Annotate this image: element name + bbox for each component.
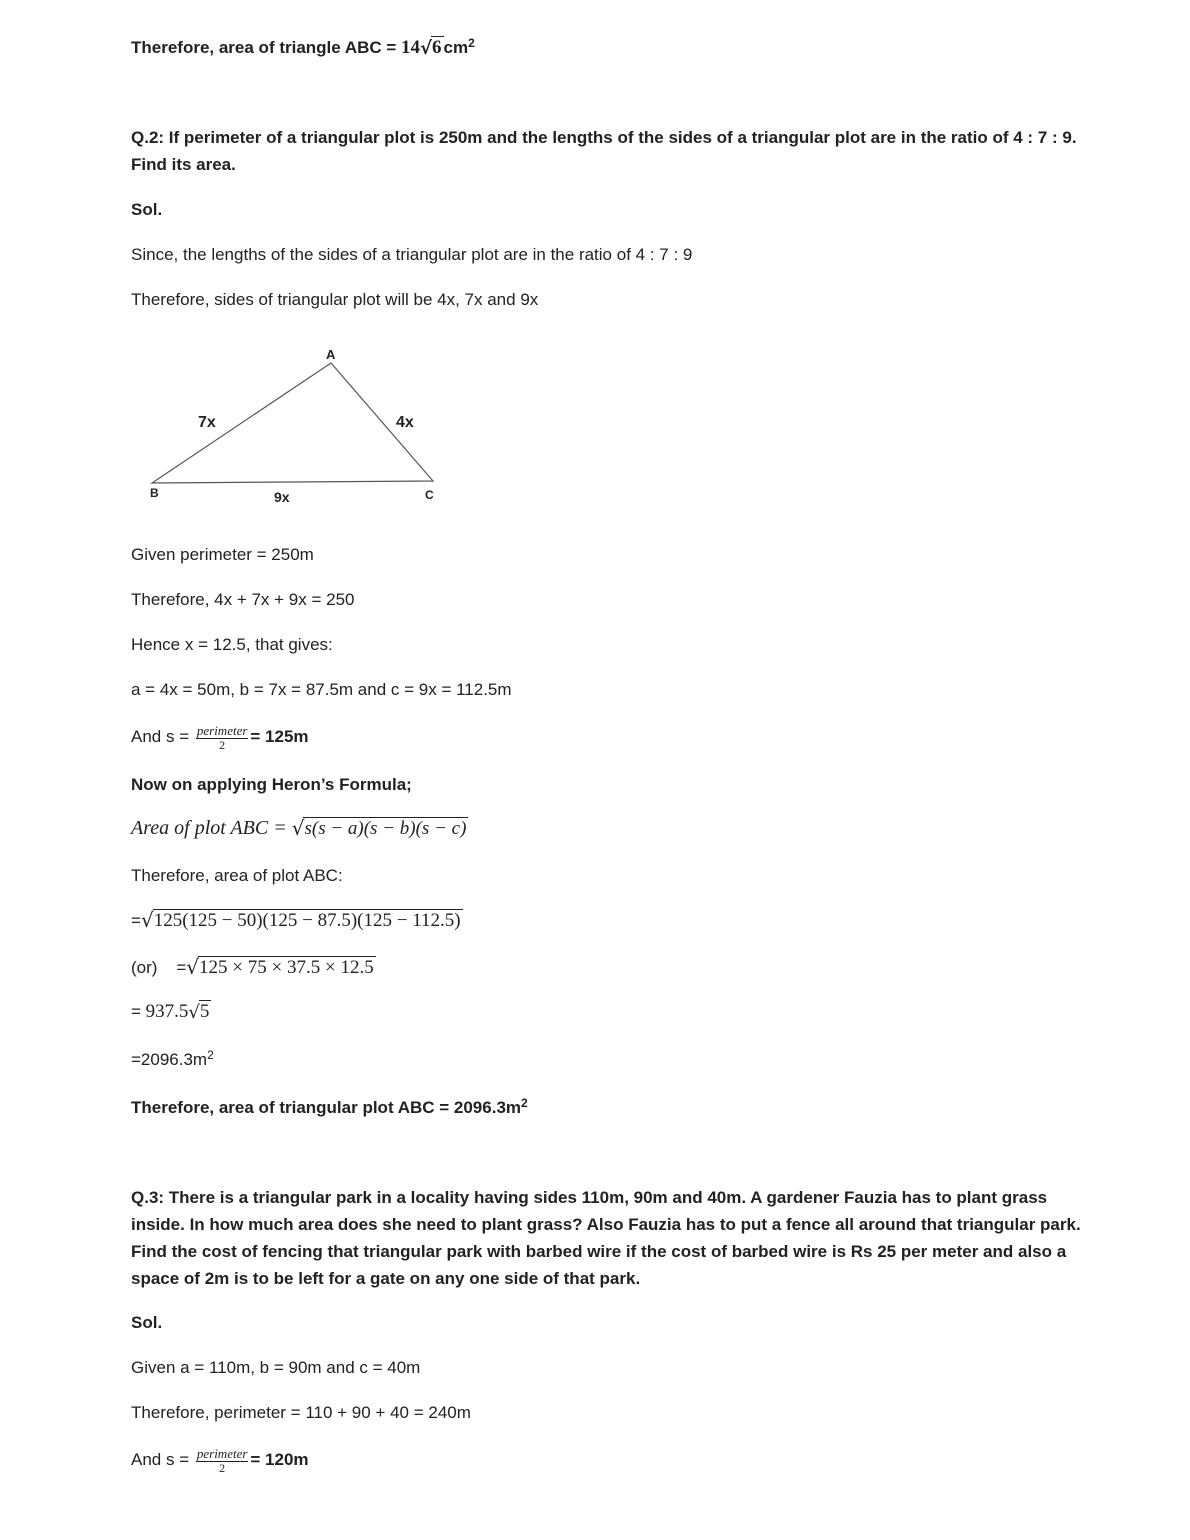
q2-final-answer: Therefore, area of triangular plot ABC = $2096.3m^2$: [131, 1096, 528, 1117]
side-ac-label: 4x: [396, 414, 414, 431]
q2-semi-perimeter: And s = $\frac{\text{perimeter}}{2}$ = 125m: [131, 722, 309, 752]
q2-step1: =√125(125 − 50)(125 − 87.5)(125 − 112.5): [131, 908, 461, 932]
sqrt-symbol: √: [186, 955, 200, 979]
fraction: $\frac{\text{perimeter}}{2}$: [196, 1445, 248, 1475]
sqrt-symbol: √: [188, 1002, 200, 1023]
sqrt-symbol: √: [140, 908, 154, 932]
q2-ratio-line: Since, the lengths of the sides of a triangular plot are in the ratio of 4 : 7 : 9: [131, 245, 693, 264]
q2-sides-line: Therefore, sides of triangular plot will be 4x, 7x and 9x: [131, 290, 539, 309]
q2-abc-line: a = 4x = 50m, b = 7x = 87.5m and c = 9x = 112.5m: [131, 680, 512, 699]
q2-step3: = 937.5√5: [131, 1001, 210, 1023]
q2-heron-formula: Area of plot ABC = √s(s − a)(s − b)(s − c): [131, 816, 467, 840]
q2-x-line: Hence x = 12.5, that gives:: [131, 635, 333, 654]
q3-semi-perimeter: And s = $\frac{\text{perimeter}}{2}$ = 120m: [131, 1445, 309, 1475]
sqrt-symbol: √: [291, 816, 305, 840]
q2-sum-line: Therefore, 4x + 7x + 9x = 250: [131, 590, 355, 609]
vertex-c-label: C: [425, 488, 434, 502]
q2-area-label: Therefore, area of plot ABC:: [131, 866, 343, 885]
q3-given: Given a = 110m, b = 90m and c = 40m: [131, 1358, 421, 1377]
q3-perimeter-line: Therefore, perimeter = 110 + 90 + 40 = 240m: [131, 1403, 471, 1422]
q2-given: Given perimeter = 250m: [131, 545, 314, 564]
q2-sol-label: Sol.: [131, 200, 163, 219]
question-2: Q.2: If perimeter of a triangular plot is 250m and the lengths of the sides of a triangular plot are in the ratio of 4 : 7 : 9. Find its area.: [131, 128, 1077, 174]
triangle-figure: [140, 340, 460, 520]
question-3: Q.3: There is a triangular park in a locality having sides 110m, 90m and 40m. A gardener Fauzia has to plant grass inside. In how much area does she need to plant grass? Also Fauzia has to put a fence all around that triangular park. Find the cost of fencing that triangular park with barbed wire if the cost of barbed wire is Rs 25 per meter and also a space of 2m is to be left for a gate on any one side of that park.: [131, 1188, 1081, 1288]
triangle-outline: [152, 363, 433, 483]
q2-step4: $=2096.3m^2$: [131, 1048, 214, 1069]
q2-heron-heading: Now on applying Heron’s Formula;: [131, 775, 412, 794]
q2-step2: (or) =√125 × 75 × 37.5 × 12.5: [131, 955, 374, 979]
fraction: $\frac{\text{perimeter}}{2}$: [196, 722, 248, 752]
side-ab-label: 7x: [198, 414, 216, 431]
vertex-b-label: B: [150, 486, 159, 500]
area-abc-result: Therefore, area of triangle ABC = 14√6 $cm^2$: [131, 36, 475, 59]
vertex-a-label: A: [326, 347, 336, 362]
side-bc-label: 9x: [274, 489, 290, 505]
q3-sol-label: Sol.: [131, 1313, 163, 1332]
sqrt-symbol: √: [420, 38, 433, 59]
